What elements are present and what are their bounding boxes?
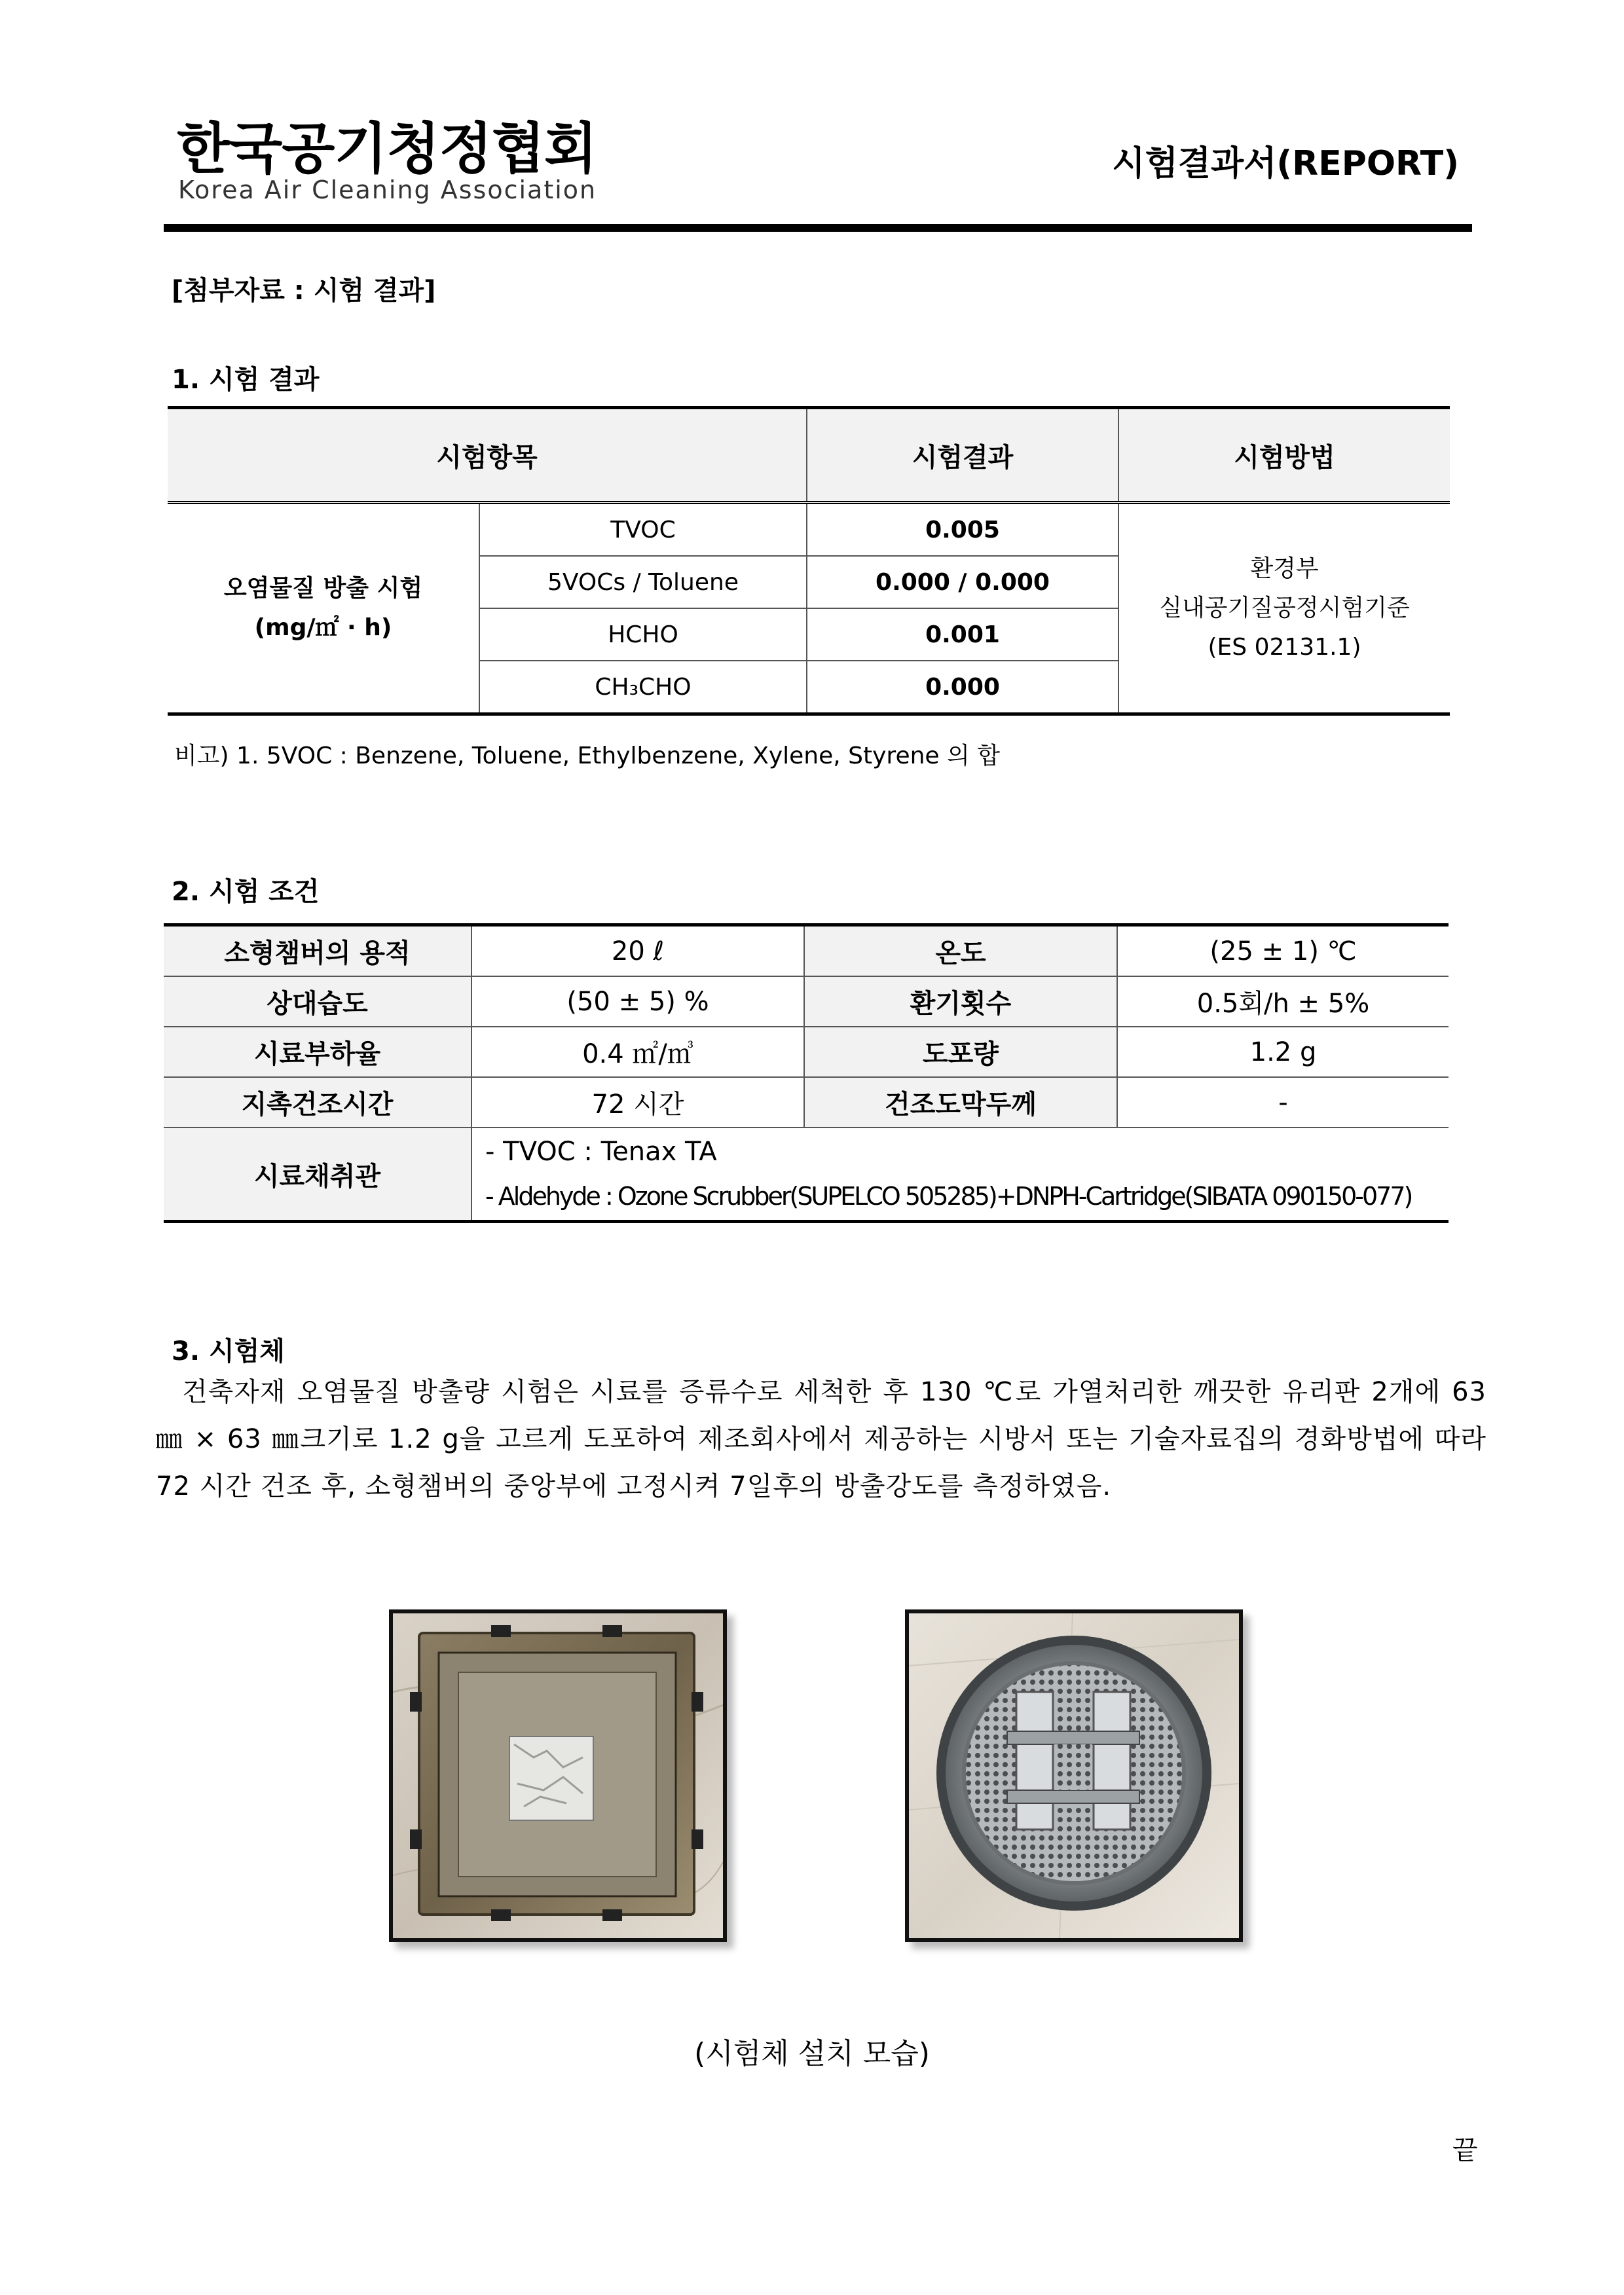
section-1-title: 1. 시험 결과 [172,365,320,395]
label-drying-time: 지촉건조시간 [164,1077,471,1128]
method-line-1: 환경부 [1250,555,1319,582]
category-line-1: 오염물질 방출 시험 [223,575,423,602]
value-chamber-volume: 20 ℓ [471,925,804,977]
value-loading-factor: 0.4 ㎡/㎥ [471,1027,804,1077]
method-line-3: (ES 02131.1) [1208,634,1361,661]
label-loading-factor: 시료부하율 [164,1027,471,1077]
result-ch3cho: 0.000 [807,661,1118,714]
label-film-thickness: 건조도막두께 [804,1077,1117,1128]
results-table [168,406,1450,716]
item-ch3cho: CH₃CHO [479,661,807,714]
category-cell [168,503,479,714]
label-sampling-tube: 시료채취관 [164,1128,471,1222]
chamber-photo-image [393,1613,723,1938]
value-humidity: (50 ± 5) % [471,976,804,1027]
sampling-line-1: - TVOC : Tenax TA [485,1137,717,1167]
method-cell [1118,503,1450,714]
label-chamber-volume: 소형챔버의 용적 [164,925,471,977]
col-header-method: 시험방법 [1118,408,1450,503]
org-english-name: Korea Air Cleaning Association [178,175,597,204]
value-air-exchange: 0.5회/h ± 5% [1117,976,1449,1027]
specimen-paragraph: 건축자재 오염물질 방출량 시험은 시료를 증류수로 세척한 후 130 ℃로 가열처리한 깨끗한 유리판 2개에 63 ㎜ × 63 ㎜크기로 1.2 g을 고르게 도포하여 제조회사에서 제공하는 시방서 또는 기술자료집의 경화방법에 따라 72 시간 건조 후, 소형챔버의 중앙부에 고정시켜 7일후의 방출강도를 측정하였음. [156,1377,1486,1501]
col-header-result: 시험결과 [807,408,1118,503]
result-tvoc: 0.005 [807,503,1118,557]
conditions-table [164,923,1449,1223]
value-film-thickness: - [1117,1077,1449,1128]
value-drying-time: 72 시간 [471,1077,804,1128]
sampling-line-2: - Aldehyde : Ozone Scrubber(SUPELCO 505285)+DNPH-Cartridge(SIBATA 090150-077) [485,1182,1412,1211]
section-2-title: 2. 시험 조건 [172,877,320,907]
chamber-photo [389,1609,727,1942]
end-mark: 끝 [1452,2135,1478,2165]
item-hcho: HCHO [479,608,807,661]
label-coating-amount: 도포량 [804,1027,1117,1077]
value-sampling-tube [471,1128,1449,1222]
item-tvoc: TVOC [479,503,807,557]
specimen-holder-photo-image [909,1613,1239,1938]
specimen-holder-photo [905,1609,1243,1942]
col-header-item: 시험항목 [168,408,807,503]
result-5vocs: 0.000 / 0.000 [807,556,1118,608]
category-line-2: (mg/㎡ · h) [254,614,392,641]
label-temperature: 온도 [804,925,1117,977]
org-korean-name: 한국공기청정협회 [177,117,597,181]
value-coating-amount: 1.2 g [1117,1027,1449,1077]
attachment-title: [첨부자료 : 시험 결과] [172,276,436,306]
value-temperature: (25 ± 1) ℃ [1117,925,1449,977]
document-type: 시험결과서(REPORT) [1112,144,1459,183]
photo-caption: (시험체 설치 모습) [694,2037,930,2070]
section-3-title: 3. 시험체 [172,1336,285,1367]
item-5vocs: 5VOCs / Toluene [479,556,807,608]
label-air-exchange: 환기횟수 [804,976,1117,1027]
results-note: 비고) 1. 5VOC : Benzene, Toluene, Ethylbenzene, Xylene, Styrene 의 합 [174,743,1000,769]
header-rule [164,224,1472,232]
method-line-2: 실내공기질공정시험기준 [1159,595,1410,621]
label-humidity: 상대습도 [164,976,471,1027]
result-hcho: 0.001 [807,608,1118,661]
